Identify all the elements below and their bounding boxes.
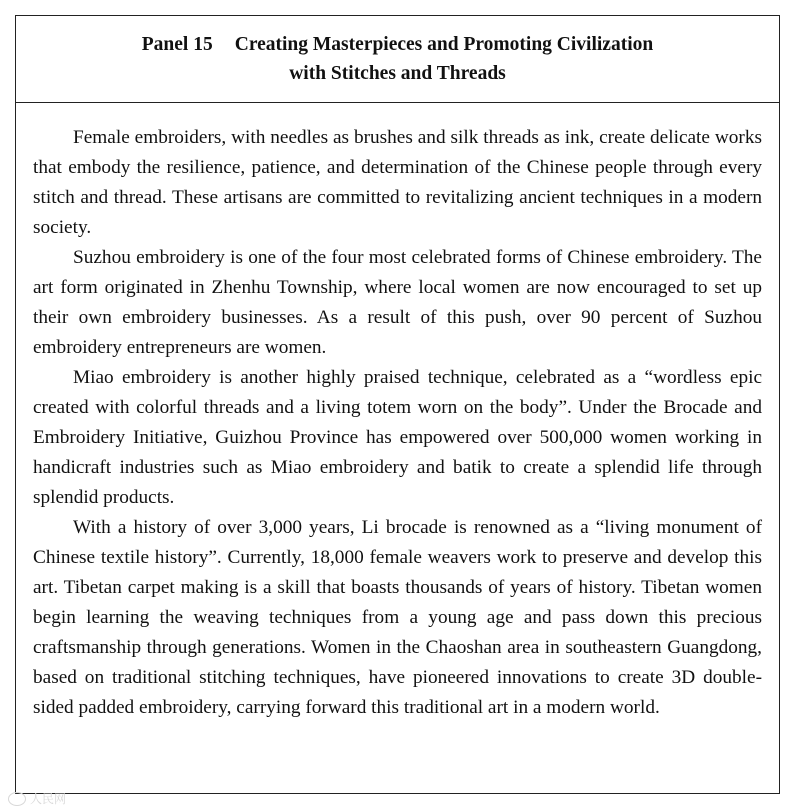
- panel-title-line-1: [142, 30, 653, 59]
- panel-header: [16, 16, 779, 103]
- paragraph-intro: Female embroiders, with needles as brushes and silk threads as ink, create delicate works that embody the resilience, patience, and determination of the Chinese people through every stitch and thread. These artisans are committed to revitalizing ancient techniques in a modern society.: [33, 127, 762, 238]
- watermark-text: 人民网: [30, 792, 67, 806]
- watermark-logo-icon: [8, 792, 26, 806]
- watermark: [8, 790, 66, 807]
- text-panel: [15, 15, 780, 794]
- paragraph-miao: Miao embroidery is another highly praised technique, celebrated as a “wordless epic created with colorful threads and a living totem worn on the body”. Under the Brocade and Embroidery Initiative, Guizhou Province has empowered over 500,000 women working in handicraft industries such as Miao embroidery and batik to create a splendid life through splendid products.: [33, 367, 762, 508]
- panel-body: [16, 103, 779, 723]
- paragraph-suzhou: Suzhou embroidery is one of the four most celebrated forms of Chinese embroidery. The art form originated in Zhenhu Township, where local women are now encouraged to set up their own embroidery businesses. As a result of this push, over 90 percent of Suzhou embroidery entrepreneurs are women.: [33, 247, 762, 358]
- panel-label: Panel 15: [141, 34, 213, 55]
- panel-title: Creating Masterpieces and Promoting Civilization: [234, 34, 654, 55]
- paragraph-li-brocade: With a history of over 3,000 years, Li brocade is renowned as a “living monument of Chinese textile history”. Currently, 18,000 female weavers work to preserve and develop this art. Tibetan carpet making is a skill that boasts thousands of years of history. Tibetan women begin learning the weaving techniques from a young age and pass down this precious craftsmanship through generations. Women in the Chaoshan area in southeastern Guangdong, based on traditional stitching techniques, have pioneered innovations to create 3D double-sided padded embroidery, carrying forward this traditional art in a modern world.: [33, 517, 762, 718]
- panel-title-line-2: with Stitches and Threads: [289, 63, 506, 84]
